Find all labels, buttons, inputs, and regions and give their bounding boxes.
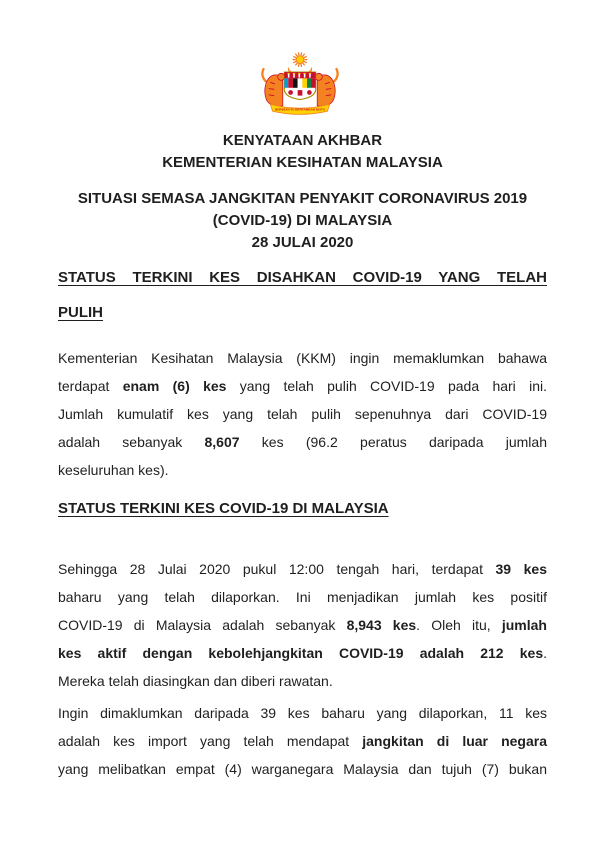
text-line: Kementerian Kesihatan Malaysia (KKM) ingin memaklumkan bahawa: [58, 350, 547, 366]
document-body: [58, 130, 547, 783]
text-line: PULIH: [58, 304, 103, 321]
document-title: [58, 188, 547, 254]
title-line-3: 28 JULAI 2020: [251, 234, 354, 251]
section-heading-recovered-cases: [58, 260, 547, 330]
logo-container: [0, 51, 600, 128]
text-line: COVID-19 di Malaysia adalah sebanyak 8,943 kes. Oleh itu, jumlah: [58, 617, 547, 633]
text-line: adalah kes import yang telah mendapat jangkitan di luar negara: [58, 733, 548, 749]
text-line: adalah sebanyak 8,607 kes (96.2 peratus daripada jumlah: [58, 434, 547, 450]
header-line-1: KENYATAAN AKHBAR: [222, 132, 383, 149]
press-release-header: [58, 130, 547, 174]
text-line: Ingin dimaklumkan daripada 39 kes baharu yang dilaporkan, 11 kes: [58, 705, 547, 721]
text-line: Jumlah kumulatif kes yang telah pulih sepenuhnya dari COVID-19: [58, 406, 547, 422]
header-line-2: KEMENTERIAN KESIHATAN MALAYSIA: [162, 154, 443, 171]
text-line: STATUS TERKINI KES DISAHKAN COVID-19 YANG TELAH: [58, 269, 547, 286]
title-line-1: SITUASI SEMASA JANGKITAN PENYAKIT CORONAVIRUS 2019: [77, 190, 528, 207]
text-line: STATUS TERKINI KES COVID-19 DI MALAYSIA: [58, 500, 389, 517]
federal-star-icon: [296, 56, 304, 64]
text-line: kes aktif dengan kebolehjangkitan COVID-19 adalah 212 kes.: [58, 645, 547, 661]
section-heading-current-status: [58, 495, 547, 523]
text-line: terdapat enam (6) kes yang telah pulih COVID-19 pada hari ini.: [58, 378, 548, 394]
right-tiger-icon: [315, 68, 337, 106]
text-line: Sehingga 28 Julai 2020 pukul 12:00 tengah hari, terdapat 39 kes: [58, 561, 547, 577]
shield-icon: [284, 72, 315, 99]
text-line: yang melibatkan empat (4) warganegara Malaysia dan tujuh (7) bukan: [58, 761, 547, 777]
paragraph-recovered-cases: [58, 344, 547, 484]
motto-text: BERSEKUTU BERTAMBAH MUTU: [274, 107, 326, 112]
malaysia-coat-of-arms-logo: [253, 51, 347, 123]
paragraph-imported-cases: [58, 699, 547, 783]
left-tiger-icon: [262, 68, 284, 106]
paragraph-new-cases: [58, 555, 547, 695]
text-line: Mereka telah diasingkan dan diberi rawatan.: [58, 673, 333, 689]
text-line: keseluruhan kes).: [58, 462, 169, 478]
text-line: baharu yang telah dilaporkan. Ini menjadikan jumlah kes positif: [58, 589, 547, 605]
title-line-2: (COVID-19) DI MALAYSIA: [212, 212, 393, 229]
